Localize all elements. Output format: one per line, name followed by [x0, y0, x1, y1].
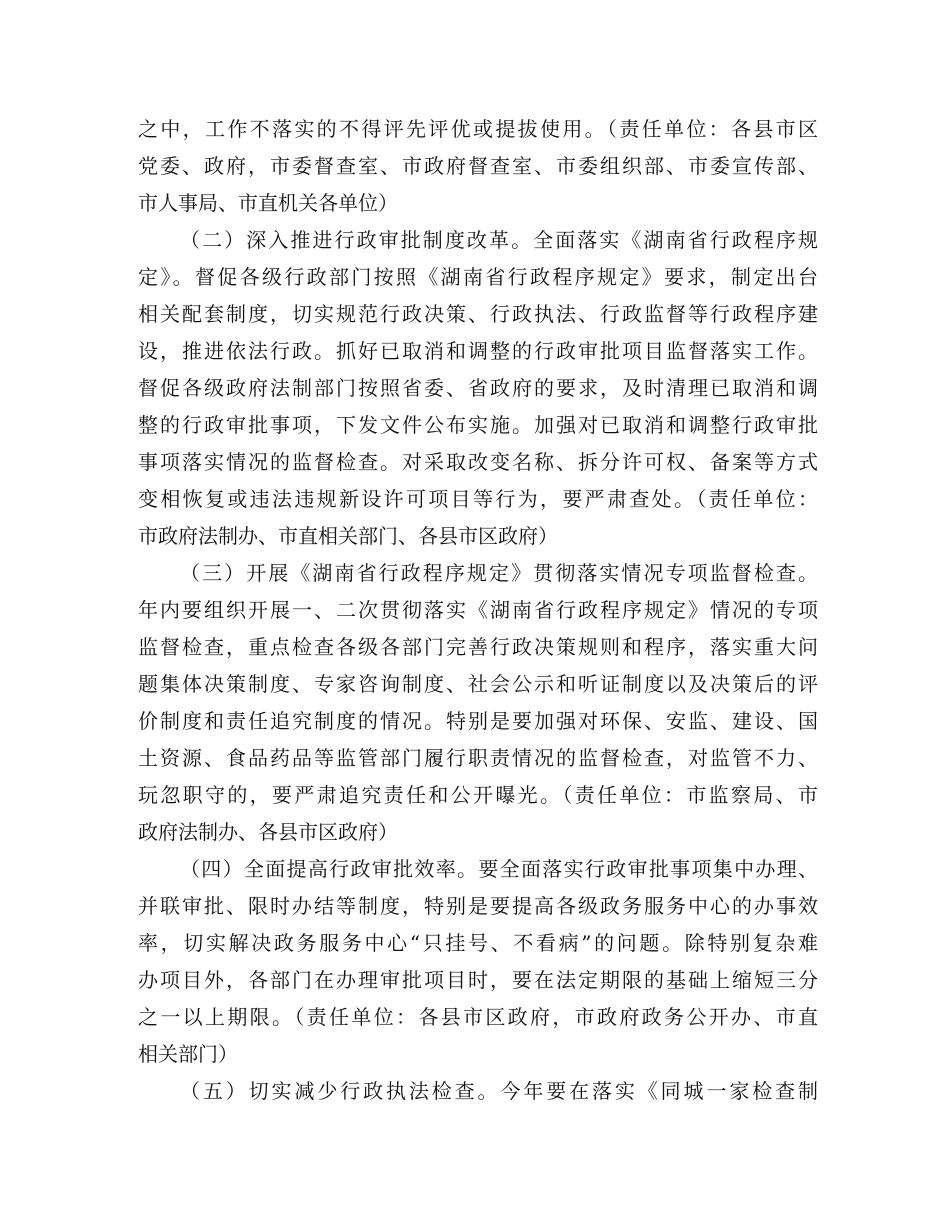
text-line: 政府法制办、各县市区政府）	[138, 820, 398, 844]
paragraph-first-line: （三）开展《湖南省行政程序规定》贯彻落实情况专项监督检查。	[180, 561, 818, 585]
text-line: 定》。督促各级行政部门按照《湖南省行政程序规定》要求，制定出台	[138, 265, 818, 289]
text-line: 市政府法制办、市直相关部门、各县市区政府）	[138, 524, 558, 548]
text-line: 之中，工作不落实的不得评先评优或提拔使用。（责任单位：各县市区	[138, 117, 818, 141]
text-line: 年内要组织开展一、二次贯彻落实《湖南省行政程序规定》情况的专项	[138, 598, 818, 622]
text-line: 督促各级政府法制部门按照省委、省政府的要求，及时清理已取消和调	[138, 376, 818, 400]
text-line: 相关部门）	[138, 1042, 238, 1066]
text-line: 土资源、食品药品等监管部门履行职责情况的监督检查，对监管不力、	[138, 746, 818, 770]
text-line: 整的行政审批事项，下发文件公布实施。加强对已取消和调整行政审批	[138, 413, 818, 437]
paragraph-first-line: （五）切实减少行政执法检查。今年要在落实《同城一家检查制	[180, 1079, 818, 1103]
text-line: 率，切实解决政务服务中心“只挂号、不看病”的问题。除特别复杂难	[138, 931, 818, 955]
text-line: 党委、政府，市委督查室、市政府督查室、市委组织部、市委宣传部、	[138, 154, 818, 178]
paragraph-first-line: （二）深入推进行政审批制度改革。全面落实《湖南省行政程序规	[180, 228, 818, 252]
text-line: 相关配套制度，切实规范行政决策、行政执法、行政监督等行政程序建	[138, 302, 818, 326]
text-line: 并联审批、限时办结等制度，特别是要提高各级政务服务中心的办事效	[138, 894, 818, 918]
text-line: 之一以上期限。（责任单位：各县市区政府，市政府政务公开办、市直	[138, 1005, 818, 1029]
paragraph-first-line: （四）全面提高行政审批效率。要全面落实行政审批事项集中办理、	[180, 857, 818, 881]
text-line: 价制度和责任追究制度的情况。特别是要加强对环保、安监、建设、国	[138, 709, 818, 733]
text-line: 题集体决策制度、专家咨询制度、社会公示和听证制度以及决策后的评	[138, 672, 818, 696]
text-line: 设，推进依法行政。抓好已取消和调整的行政审批项目监督落实工作。	[138, 339, 818, 363]
text-line: 变相恢复或违法违规新设许可项目等行为，要严肃查处。（责任单位：	[138, 487, 818, 511]
text-line: 办项目外，各部门在办理审批项目时，要在法定期限的基础上缩短三分	[138, 968, 818, 992]
text-line: 事项落实情况的监督检查。对采取改变名称、拆分许可权、备案等方式	[138, 450, 818, 474]
text-line: 玩忽职守的，要严肃追究责任和公开曝光。（责任单位：市监察局、市	[138, 783, 818, 807]
text-line: 监督检查，重点检查各级各部门完善行政决策规则和程序，落实重大问	[138, 635, 818, 659]
document-body	[138, 111, 818, 1110]
text-line: 市人事局、市直机关各单位）	[138, 191, 398, 215]
